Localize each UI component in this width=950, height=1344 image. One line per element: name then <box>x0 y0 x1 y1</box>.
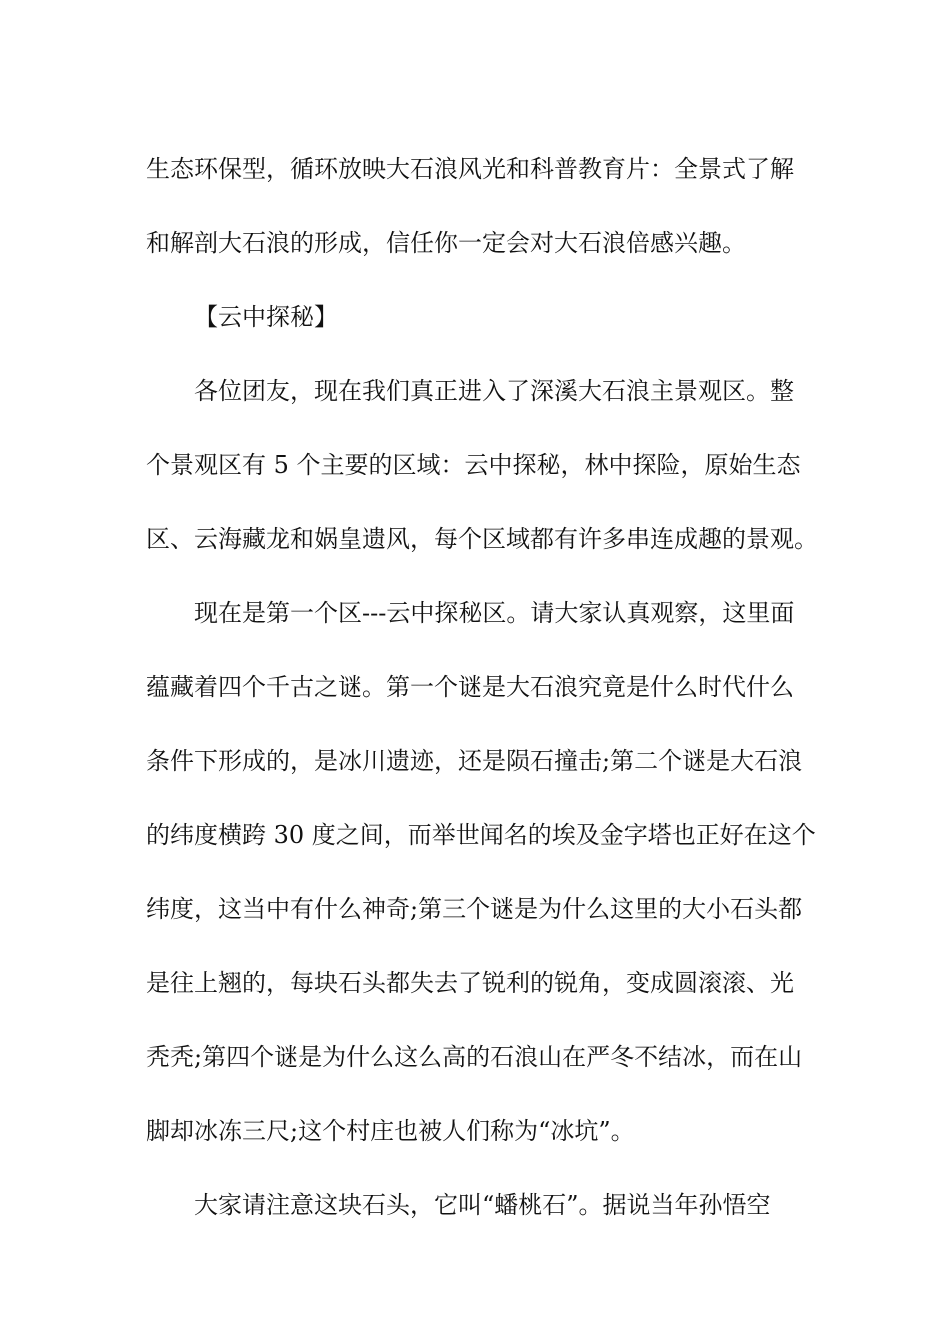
text-line-1: 生态环保型，循环放映大石浪风光和科普教育片：全景式了解 <box>146 155 794 183</box>
text-line-5: 个景观区有 5 个主要的区域：云中探秘，林中探险，原始生态 <box>146 451 801 479</box>
text-line-7: 现在是第一个区---云中探秘区。请大家认真观察，这里面 <box>194 599 795 627</box>
text-line-14: 脚却冰冻三尺;这个村庄也被人们称为“冰坑”。 <box>146 1117 635 1145</box>
text-line-11: 纬度，这当中有什么神奇;第三个谜是为什么这里的大小石头都 <box>146 895 803 923</box>
text-line-12: 是往上翘的，每块石头都失去了锐利的锐角，变成圆滚滚、光 <box>146 969 794 997</box>
text-line-10: 的纬度横跨 30 度之间，而举世闻名的埃及金字塔也正好在这个 <box>146 821 816 849</box>
document-body <box>146 132 818 1242</box>
text-line-13: 秃秃;第四个谜是为什么这么高的石浪山在严冬不结冰，而在山 <box>146 1043 803 1071</box>
text-line-6: 区、云海藏龙和娲皇遗风，每个区域都有许多串连成趣的景观。 <box>146 525 818 553</box>
text-line-2: 和解剖大石浪的形成，信任你一定会对大石浪倍感兴趣。 <box>146 229 746 257</box>
section-heading: 【云中探秘】 <box>194 303 338 331</box>
text-line-8: 蕴藏着四个千古之谜。第一个谜是大石浪究竟是什么时代什么 <box>146 673 794 701</box>
text-line-9: 条件下形成的，是冰川遗迹，还是陨石撞击;第二个谜是大石浪 <box>146 747 803 775</box>
text-line-4: 各位团友，现在我们真正进入了深溪大石浪主景观区。整 <box>194 377 794 405</box>
text-line-15: 大家请注意这块石头，它叫“蟠桃石”。据说当年孙悟空 <box>194 1191 771 1219</box>
